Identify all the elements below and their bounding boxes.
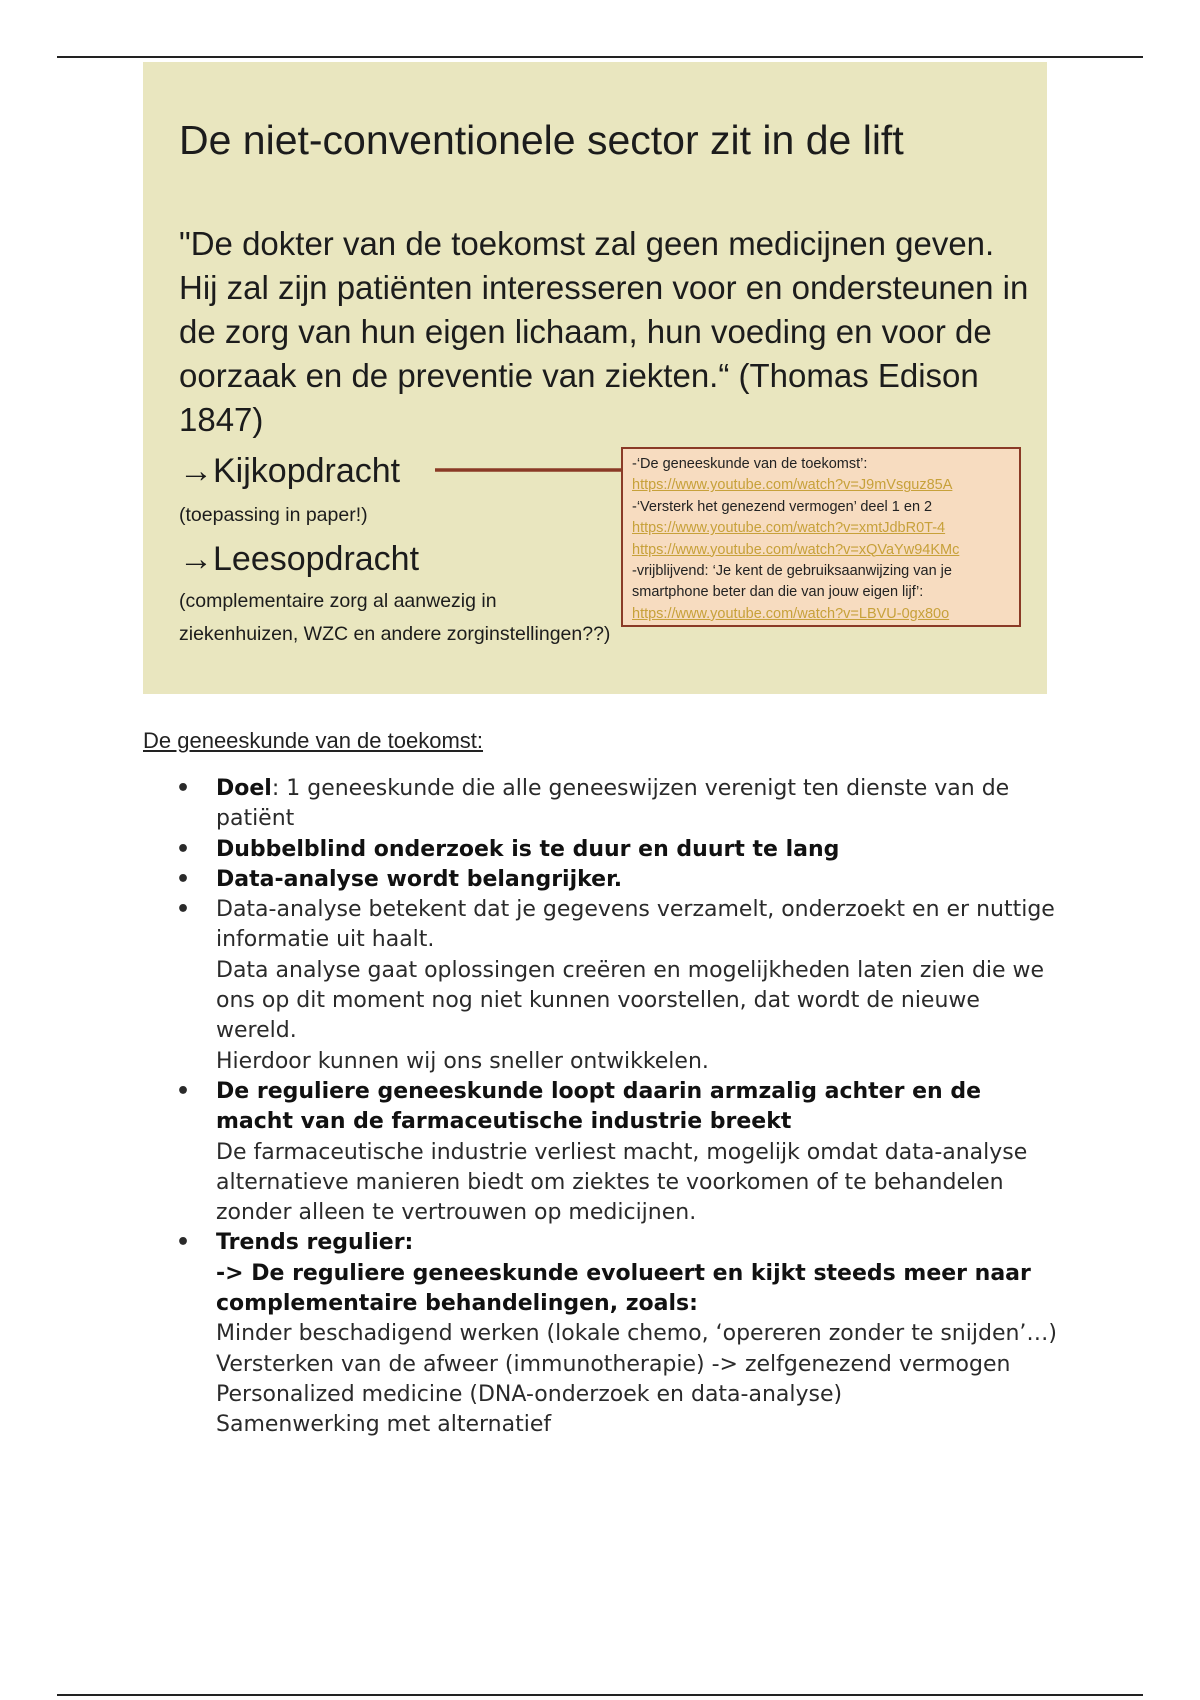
video-links-box xyxy=(621,447,1021,627)
item-paragraph: De farmaceutische industrie verliest macht, mogelijk omdat data-analyse alternatieve manieren biedt om ziektes te voorkomen of te behandelen zonder alleen te vertrouwen op medicijnen. xyxy=(216,1139,1028,1226)
section-heading: De geneeskunde van de toekomst: xyxy=(143,728,484,753)
right-arrow-icon: → xyxy=(179,540,213,578)
links-text-1: -‘De geneeskunde van de toekomst’: xyxy=(632,456,868,472)
slide-title: De niet-conventionele sector zit in de lift xyxy=(179,117,904,163)
leesopdracht-heading xyxy=(179,540,419,579)
list-item xyxy=(143,1228,1063,1440)
item-bold-text: -> De reguliere geneeskunde evolueert en kijkt steeds meer naar complementaire behandelingen, zoals: xyxy=(216,1260,1031,1317)
item-paragraph: Hierdoor kunnen wij ons sneller ontwikkelen. xyxy=(216,1048,709,1074)
trend-line: Samenwerking met alternatief xyxy=(216,1412,552,1438)
youtube-link-2[interactable]: https://www.youtube.com/watch?v=xmtJdbR0T-4 xyxy=(632,520,946,537)
bullet-icon: • xyxy=(176,836,191,862)
bullet-icon: • xyxy=(176,866,191,892)
list-item xyxy=(143,865,1063,895)
trend-line: Personalized medicine (DNA-onderzoek en data-analyse) xyxy=(216,1381,843,1407)
links-text-4: smartphone beter dan die van jouw eigen lijf’: xyxy=(632,584,924,601)
item-text: : 1 geneeskunde die alle geneeswijzen verenigt ten dienste van de patiënt xyxy=(216,776,1010,832)
youtube-link-3[interactable]: https://www.youtube.com/watch?v=xQVaYw94KMc xyxy=(632,541,960,558)
leesopdracht-label: Leesopdracht xyxy=(213,540,420,578)
embedded-slide-image xyxy=(143,62,1047,694)
item-bold-text: Doel xyxy=(216,776,272,801)
top-horizontal-rule xyxy=(57,56,1143,58)
links-text-3: -vrijblijvend: ‘Je kent de gebruiksaanwijzing van je xyxy=(632,563,952,580)
youtube-link-1[interactable]: https://www.youtube.com/watch?v=J9mVsguz85A xyxy=(632,477,953,494)
item-paragraph: Data analyse gaat oplossingen creëren en mogelijkheden laten zien die we ons op dit moment nog niet kunnen voorstellen, dat wordt de nieuwe wereld. xyxy=(216,957,1045,1044)
bullet-icon: • xyxy=(176,1230,191,1256)
leesopdracht-note: (complementaire zorg al aanwezig in ziekenhuizen, WZC en andere zorginstellingen??) xyxy=(179,590,611,645)
trend-line: Minder beschadigend werken (lokale chemo, ‘opereren zonder te snijden’…) xyxy=(216,1321,1057,1347)
links-text-2: -‘Versterk het genezend vermogen’ deel 1 en 2 xyxy=(632,498,933,515)
kijkopdracht-note: (toepassing in paper!) xyxy=(179,504,368,526)
item-bold-text: Data-analyse wordt belangrijker. xyxy=(216,866,623,892)
item-bold-text: Dubbelblind onderzoek is te duur en duurt te lang xyxy=(216,836,840,862)
bullet-icon: • xyxy=(176,897,191,923)
bullet-icon: • xyxy=(176,776,191,801)
bullet-icon: • xyxy=(176,1078,191,1104)
item-paragraph: Data-analyse betekent dat je gegevens verzamelt, onderzoekt en er nuttige informatie uit haalt. xyxy=(216,897,1055,953)
youtube-link-4[interactable]: https://www.youtube.com/watch?v=LBVU-0gx80o xyxy=(632,605,950,622)
bullet-list xyxy=(143,774,1063,1441)
list-item xyxy=(143,774,1063,835)
item-bold-text: Trends regulier: xyxy=(216,1230,414,1256)
kijkopdracht-heading xyxy=(179,452,400,491)
trend-line: Versterken van de afweer (immunotherapie) -> zelfgenezend vermogen xyxy=(216,1351,1011,1377)
right-arrow-icon: → xyxy=(179,452,213,490)
bottom-horizontal-rule xyxy=(57,1694,1143,1696)
list-item xyxy=(143,1077,1063,1228)
kijkopdracht-label: Kijkopdracht xyxy=(213,452,401,490)
edison-quote: "De dokter van de toekomst zal geen medicijnen geven. Hij zal zijn patiënten interesseren voor en ondersteunen in de zorg van hun eigen lichaam, hun voeding en voor de oorzaak en de preventie van ziekten.“ (Thomas Edison 1847) xyxy=(179,225,1029,438)
item-bold-text: De reguliere geneeskunde loopt daarin armzalig achter en de macht van de farmaceutische industrie breekt xyxy=(216,1078,982,1135)
list-item xyxy=(143,835,1063,865)
list-item xyxy=(143,895,1063,1077)
document-body xyxy=(143,728,1063,1441)
